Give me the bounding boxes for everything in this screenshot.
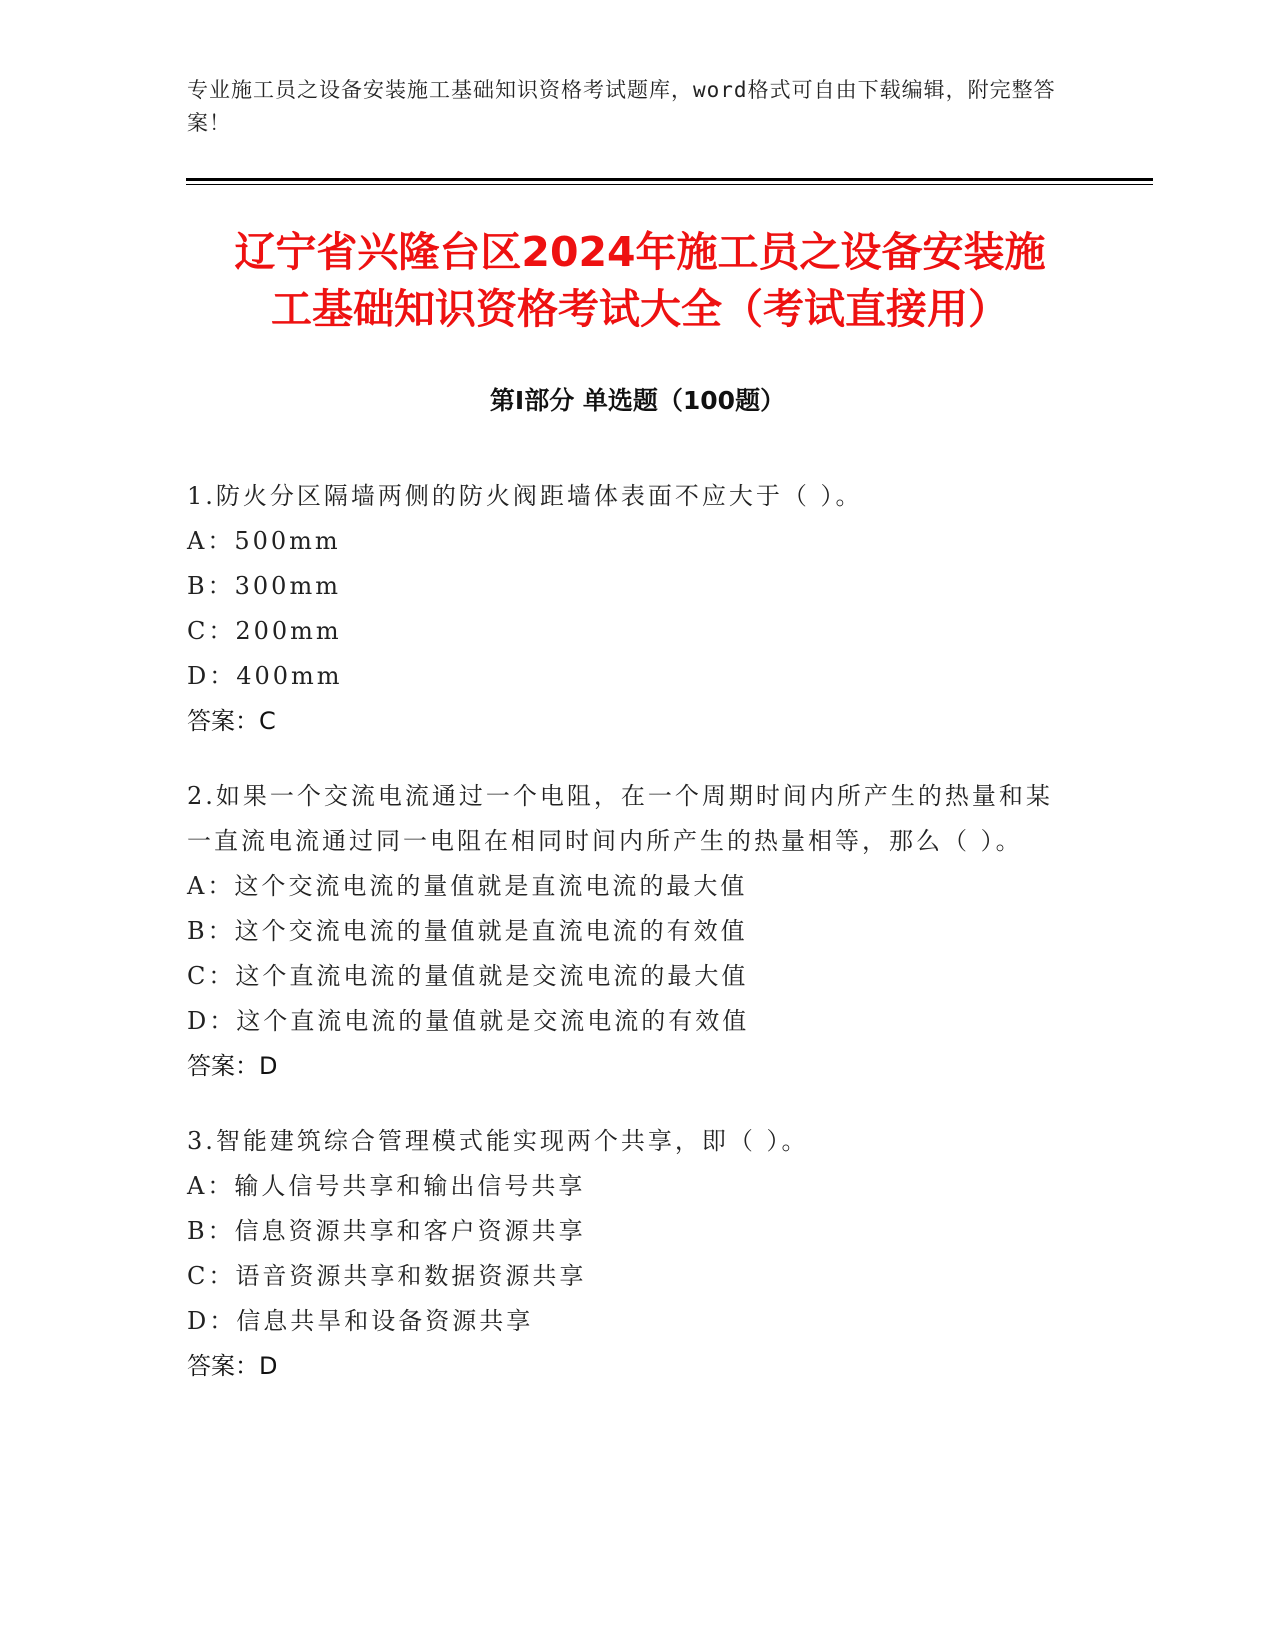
document-title-line-1: 辽宁省兴隆台区2024年施工员之设备安装施 — [234, 228, 1046, 276]
answer: 答案：C — [187, 707, 276, 735]
option-b: B：信息资源共享和客户资源共享 — [187, 1217, 586, 1245]
question-1 — [187, 474, 1067, 744]
header-rule-thin — [186, 184, 1153, 185]
option-a: A：这个交流电流的量值就是直流电流的最大值 — [187, 872, 748, 900]
option-c: C：语音资源共享和数据资源共享 — [187, 1262, 587, 1290]
option-a: A：输人信号共享和输出信号共享 — [187, 1172, 586, 1200]
header-rule-thick — [186, 178, 1153, 181]
option-a: A：500mm — [187, 527, 341, 555]
question-list — [187, 474, 1067, 1419]
header-note: 专业施工员之设备安装施工基础知识资格考试题库，word格式可自由下载编辑，附完整答案！ — [187, 78, 1056, 135]
question-text: 1.防火分区隔墙两侧的防火阀距墙体表面不应大于（ ）。 — [187, 482, 863, 510]
option-c: C：200mm — [187, 617, 342, 645]
option-b: B：300mm — [187, 572, 341, 600]
answer: 答案：D — [187, 1352, 278, 1380]
option-d: D：400mm — [187, 662, 343, 690]
section-title: 第Ⅰ部分 单选题（100题） — [489, 386, 786, 415]
question-3 — [187, 1119, 1067, 1389]
answer: 答案：D — [187, 1052, 278, 1080]
option-b: B：这个交流电流的量值就是直流电流的有效值 — [187, 917, 748, 945]
question-text: 2.如果一个交流电流通过一个电阻，在一个周期时间内所产生的热量和某一直流电流通过同一电阻在相同时间内所产生的热量相等，那么（ ）。 — [187, 782, 1053, 855]
option-c: C：这个直流电流的量值就是交流电流的最大值 — [187, 962, 749, 990]
question-2 — [187, 774, 1067, 1089]
document-title-line-2: 工基础知识资格考试大全（考试直接用） — [271, 285, 1009, 333]
option-d: D：信息共旱和设备资源共享 — [187, 1307, 534, 1335]
question-text: 3.智能建筑综合管理模式能实现两个共享，即（ ）。 — [187, 1127, 809, 1155]
document-title — [180, 224, 1100, 338]
option-d: D：这个直流电流的量值就是交流电流的有效值 — [187, 1007, 750, 1035]
